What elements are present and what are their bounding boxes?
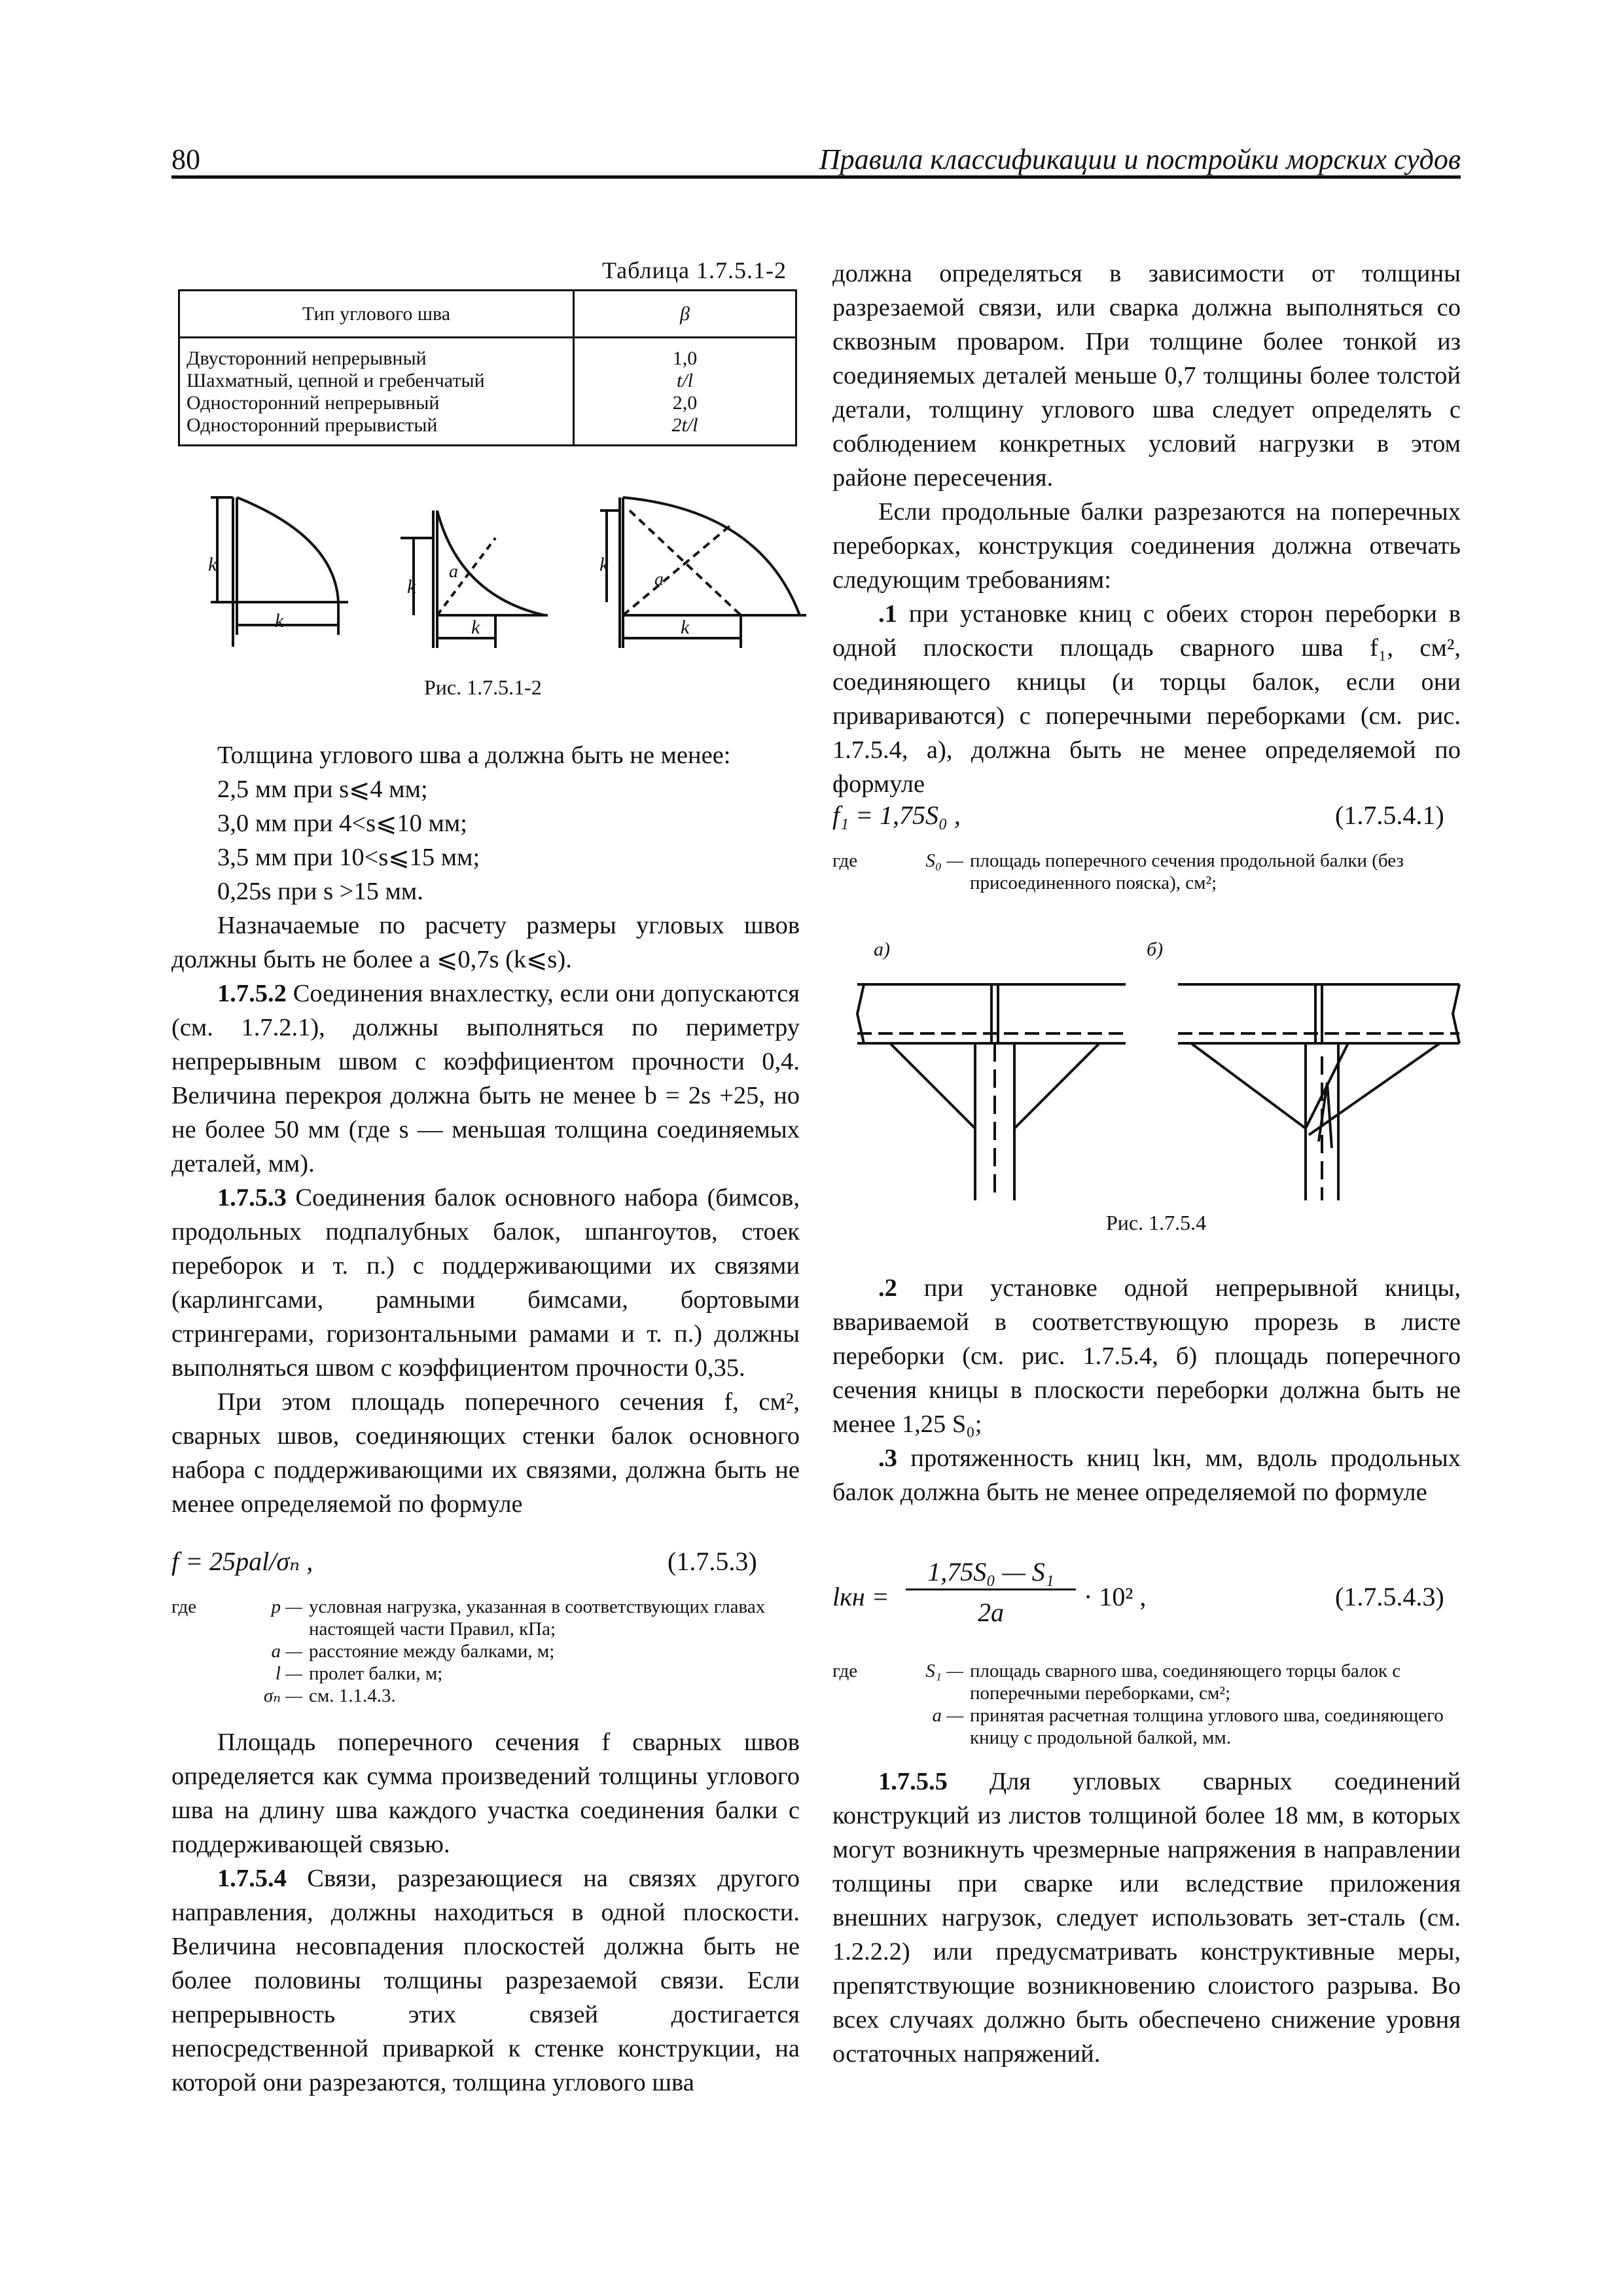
table-beta-cell xyxy=(574,338,796,446)
paragraph-text: протяженность книц lкн, мм, вдоль продольных балок должна быть не менее определяемой по формуле xyxy=(832,1444,1461,1506)
formula-legend xyxy=(832,1660,1461,1749)
label-a-2: a xyxy=(654,569,664,590)
legend-symbol: a — xyxy=(271,1641,302,1662)
table-row: Односторонний прерывистый xyxy=(187,414,438,436)
formula-number: (1.7.5.3) xyxy=(668,1547,757,1576)
list-item: 0,25s при s >15 мм. xyxy=(217,878,423,905)
left-column xyxy=(171,738,800,1521)
label-a-1: a xyxy=(449,562,458,582)
formula-17541: f₁ = 1,75S₀ , xyxy=(832,800,961,830)
section-number: 1.7.5.4 xyxy=(217,1865,287,1892)
table-value: 2t/l xyxy=(671,414,698,436)
formula-1753: f = 25pal/σₙ , xyxy=(171,1547,313,1576)
paragraph xyxy=(832,1271,1461,1441)
weld-type-table xyxy=(178,289,797,446)
legend-text: принятая расчетная толщина углового шва, соединяющего кницу с продольной балкой, мм. xyxy=(970,1705,1444,1748)
table-value: t/l xyxy=(676,370,693,391)
legend-row xyxy=(171,1640,800,1662)
legend-symbol: σₙ — xyxy=(263,1685,302,1706)
legend-text: площадь сварного шва, соединяющего торцы балок с поперечными переборками, см²; xyxy=(970,1660,1401,1704)
legend-text: условная нагрузка, указанная в соответствующих главах настоящей части Правил, кПа; xyxy=(309,1596,766,1640)
paragraph-text: Связи, разрезающиеся на связях другого направления, должны находиться в одной плоскости. Величина несовпадения плоскостей должна быть не более половины толщины разрезаемой связи. Если непрерывность этих связей достигается непосредственной приваркой к стенке конструкции, на которой они разрезаются, толщина углового шва xyxy=(171,1865,800,2096)
table-header-beta: β xyxy=(574,291,796,338)
page-number: 80 xyxy=(171,143,200,175)
paragraph: должна определяться в зависимости от толщины разрезаемой связи, или сварка должна выполняться со сквозным проваром. При толщине более тонкой из соединяемых деталей меньше 0,7 толщины более толстой детали, толщину углового шва следует определять с соблюдением конкретных условий нагрузки в этом районе пересечения. xyxy=(832,260,1461,492)
paragraph: Толщина углового шва a должна быть не менее: xyxy=(217,742,731,769)
item-number: .2 xyxy=(878,1274,897,1302)
right-column-bottom xyxy=(832,1765,1461,2071)
legend-symbol: l — xyxy=(275,1663,302,1684)
formula-17543-tail: · 10² , xyxy=(1084,1582,1147,1611)
label-k-2: k xyxy=(275,610,284,632)
section-number: 1.7.5.3 xyxy=(217,1184,287,1211)
legend-row xyxy=(171,1662,800,1685)
table-type-cell xyxy=(179,338,574,446)
legend-row xyxy=(171,1685,800,1707)
paragraph-text: при установке книц с обеих сторон переборки в одной плоскости площадь сварного шва f₁, см², соединяющего кницы (и торцы балок, если они привариваются) с поперечными переборками (см. рис. 1.7.5.4, а), должна быть не менее определяемой по формуле xyxy=(832,600,1461,798)
paragraph xyxy=(832,597,1461,801)
right-column xyxy=(832,257,1461,801)
bracket-figure xyxy=(851,971,1466,1207)
figure-caption: Рис. 1.7.5.1-2 xyxy=(424,675,542,699)
legend-row xyxy=(171,1596,800,1640)
where-label: где xyxy=(832,1660,858,1681)
paragraph xyxy=(832,1441,1461,1509)
paragraph: Если продольные балки разрезаются на поперечных переборках, конструкция соединения должна отвечать следующим требованиям: xyxy=(832,498,1461,594)
where-label: где xyxy=(832,850,858,871)
label-k-1: k xyxy=(208,554,217,575)
paragraph: Назначаемые по расчету размеры угловых швов должны быть не более a ⩽0,7s (k⩽s). xyxy=(171,912,800,973)
table-row: Двусторонний непрерывный xyxy=(187,348,427,369)
section-number: 1.7.5.5 xyxy=(878,1768,948,1795)
item-number: .3 xyxy=(878,1444,897,1472)
right-column-middle xyxy=(832,1271,1461,1509)
legend-row xyxy=(832,850,1461,894)
formula-17543-lhs: lкн = xyxy=(832,1582,889,1611)
legend-symbol: S₀ — xyxy=(925,850,963,871)
paragraph-text: Соединения балок основного набора (бимсов, продольных подпалубных балок, шпангоутов, стоек переборок и т. п.) с поддерживающими их связями (карлингсами, рамными бимсами, бортовыми стрингерами, горизонтальными рамами и т. п.) должны выполняться швом с коэффициентом прочности 0,35. xyxy=(171,1184,800,1382)
legend-text: расстояние между балками, м; xyxy=(309,1641,555,1662)
header-rule xyxy=(171,175,1461,179)
paragraph-text: Соединения внахлестку, если они допускаются (см. 1.7.2.1), должны выполняться по периметру непрерывным швом с коэффициентом прочности 0,4. Величина перекроя должна быть не менее b = 2s +25, но не более 50 мм (где s — меньшая толщина соединяемых деталей, мм). xyxy=(171,980,800,1177)
table-value: 2,0 xyxy=(672,392,698,414)
list-item: 3,0 мм при 4<s⩽10 мм; xyxy=(217,810,467,837)
figure-caption: Рис. 1.7.5.4 xyxy=(1106,1211,1207,1234)
label-k-3: k xyxy=(407,576,416,598)
table-body-row xyxy=(179,338,796,446)
legend-symbol: S₁ — xyxy=(925,1660,963,1681)
figure-label-b: б) xyxy=(1147,939,1164,960)
legend-text: см. 1.1.4.3. xyxy=(309,1685,396,1706)
formula-number: (1.7.5.4.3) xyxy=(1335,1582,1444,1611)
paragraph-text: при установке одной непрерывной кницы, ввариваемой в соответствующую прорезь в листе переборки (см. рис. 1.7.5.4, б) площадь поперечного сечения кницы в плоскости переборки должна быть не менее 1,25 S₀; xyxy=(832,1274,1461,1438)
where-label: где xyxy=(171,1596,197,1617)
legend-row xyxy=(832,1704,1461,1749)
figure-label-a: а) xyxy=(874,939,890,960)
formula-17543-numerator: 1,75S₀ — S₁ xyxy=(906,1556,1076,1590)
left-column-bottom xyxy=(171,1725,800,2100)
legend-symbol: p — xyxy=(271,1596,302,1617)
running-title: Правила классификации и постройки морских судов xyxy=(819,143,1461,175)
paragraph xyxy=(171,977,800,1181)
formula-number: (1.7.5.4.1) xyxy=(1335,800,1444,830)
formula-legend xyxy=(171,1596,800,1707)
legend-text: пролет балки, м; xyxy=(309,1663,443,1684)
legend-text: площадь поперечного сечения продольной балки (без присоединенного пояска), см²; xyxy=(970,850,1404,893)
paragraph xyxy=(171,1181,800,1385)
legend-row xyxy=(832,1660,1461,1704)
label-k-5: k xyxy=(599,554,609,575)
formula-legend xyxy=(832,850,1461,894)
item-number: .1 xyxy=(878,600,897,628)
label-k-6: k xyxy=(681,617,690,638)
thickness-list xyxy=(171,772,800,908)
table-header-row xyxy=(179,291,796,338)
table-row: Односторонний непрерывный xyxy=(187,392,440,414)
paragraph-text: Для угловых сварных соединений конструкций из листов толщиной более 18 мм, в которых могут возникнуть чрезмерные напряжения в направлении толщины при сварке или вследствие приложения внешних нагрузок, следует использовать зет-сталь (см. 1.2.2.2) или предусматривать конструктивные меры, препятствующие возникновению слоистого разрыва. Во всех случаях должно быть обеспечено снижение уровня остаточных напряжений. xyxy=(832,1768,1461,2068)
paragraph xyxy=(832,1765,1461,2071)
table-caption: Таблица 1.7.5.1-2 xyxy=(602,257,787,283)
paragraph xyxy=(171,1861,800,2100)
label-k-4: k xyxy=(471,617,480,638)
section-number: 1.7.5.2 xyxy=(217,980,287,1007)
list-item: 3,5 мм при 10<s⩽15 мм; xyxy=(217,844,480,871)
paragraph: При этом площадь поперечного сечения f, см², сварных швов, соединяющих стенки балок основного набора с поддерживающими их связями, должна быть не менее определяемой по формуле xyxy=(171,1388,800,1518)
table-row: Шахматный, цепной и гребенчатый xyxy=(187,370,485,391)
paragraph: Площадь поперечного сечения f сварных швов определяется как сумма произведений толщины углового шва на длину шва каждого участка соединения балки с поддерживающей связью. xyxy=(171,1729,800,1858)
table-value: 1,0 xyxy=(672,348,698,369)
formula-17543-denominator: 2a xyxy=(978,1598,1004,1627)
list-item: 2,5 мм при s⩽4 мм; xyxy=(217,776,428,803)
fillet-weld-figure xyxy=(171,484,813,687)
table-header-type: Тип углового шва xyxy=(179,291,574,338)
legend-symbol: a — xyxy=(932,1705,963,1726)
